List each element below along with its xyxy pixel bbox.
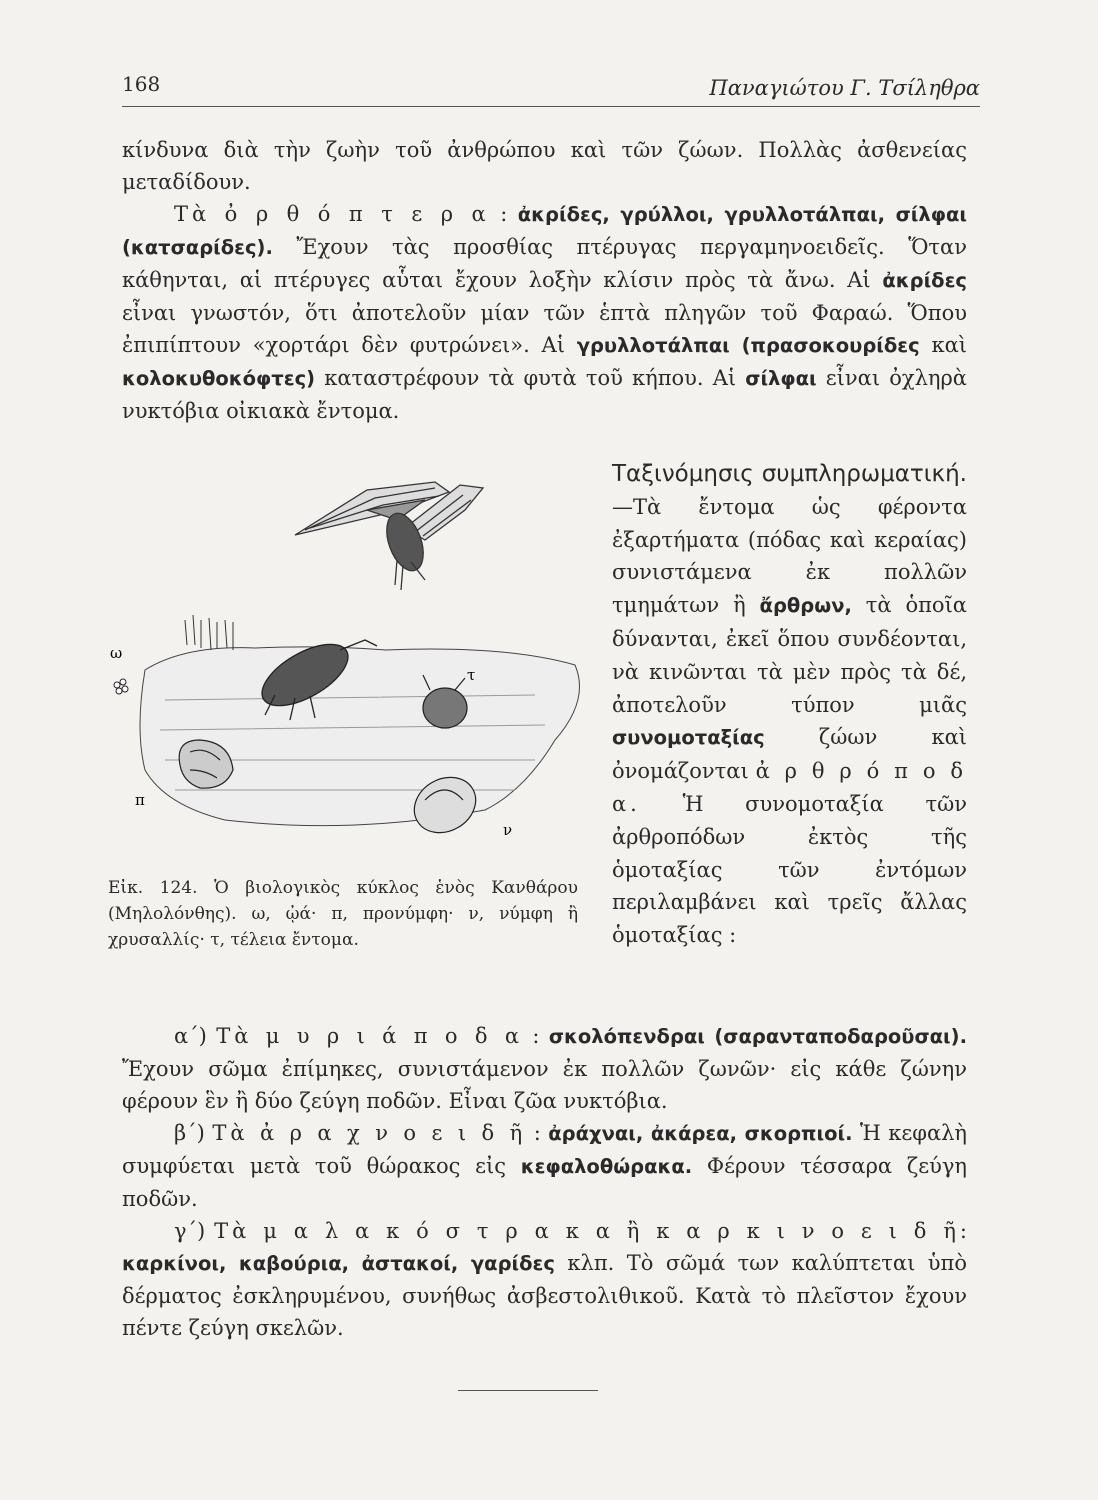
soil-mound — [140, 615, 580, 826]
text-span: ζώων καὶ ὀνομάζονται — [612, 725, 967, 784]
bottom-text — [122, 1020, 967, 1344]
term-arthropoda: ἀ ρ θ ρ ό π ο δ α. — [612, 759, 967, 816]
bold-kolokythokoftes: κολοκυθοκόφτες) — [122, 367, 316, 390]
bold-arachnai: ἀράχναι, ἀκάρεα, σκορπιοί. — [548, 1122, 853, 1145]
text-span: Ἔχουν τὰς προσθίας πτέρυγας περγαμηνοειδεῖς. Ὅταν κάθηνται, αἱ πτέρυγες αὗται ἔχουν λοξὴν κλίσιν πρὸς τὰ ἄνω. Αἱ — [122, 235, 967, 292]
term-arachnoeide: Τὰ ἀ ρ α χ ν ο ε ι δ ῆ — [212, 1121, 527, 1145]
text-span: εἶναι γνωστόν, ὅτι ἀποτελοῦν μίαν τῶν ἑπτὰ πληγῶν τοῦ Φαραώ. Ὅπου ἐπιπίπτουν «χορτάρι δὲν φυτρώνει». Αἱ — [122, 301, 967, 357]
term-myriapoda: Τὰ μ υ ρ ι ά π ο δ α — [216, 1024, 524, 1048]
paragraph-1: κίνδυνα διὰ τὴν ζωὴν τοῦ ἀνθρώπου καὶ τῶν ζώων. Πολλὰς ἀσθενείας μεταδίδουν. — [122, 138, 967, 194]
term-malakostraka: Τὰ μ α λ α κ ό σ τ ρ α κ α ἢ κ α ρ κ ι ν ο ε ι δ ῆ — [214, 1219, 960, 1243]
label-omega: ω — [110, 644, 123, 662]
beetle-life-cycle-illustration — [105, 470, 595, 870]
footer-rule — [458, 1390, 598, 1391]
label-tau: τ — [467, 666, 476, 684]
running-head: Παναγιώτου Γ. Τσίληθρα — [709, 76, 980, 100]
bold-skolopendrai: σκολόπενδραι (σαρανταποδαροῦσαι). — [548, 1025, 967, 1048]
bold-arthron: ἄρθρων, — [759, 594, 852, 618]
text-span: Ἡ κεφαλὴ συμφύεται μετὰ τοῦ θώρακος εἰς — [122, 1121, 968, 1178]
text-span: εἶναι ὀχληρὰ νυκτόβια οἰκιακὰ ἔντομα. — [122, 366, 967, 423]
text-span: κλπ. Τὸ σῶμά των καλύπτεται ὑπὸ δέρματος ἐσκληρυμένου, συνήθως ἀσβεστολιθικοῦ. Κατὰ τὸ πλεῖστον ἔχουν πέντε ζεύγη σκελῶν. — [122, 1251, 967, 1340]
section-heading: Ταξινόμησις συμπληρωματική. — [612, 461, 967, 487]
text-span: Ἔχουν σῶμα ἐπίμηκες, συνιστάμενον ἐκ πολλῶν ζωνῶν· εἰς κάθε ζώνην φέρουν ἓν ἢ δύο ζεύγη ποδῶν. Εἶναι ζῶα νυκτόβια. — [122, 1057, 967, 1113]
paragraph-myriapoda: α΄) Τὰ μ υ ρ ι ά π ο δ α : σκολόπενδραι (σαρανταποδαροῦσαι). Ἔχουν σῶμα ἐπίμηκες, συνιστάμενον ἐκ πολλῶν ζωνῶν· εἰς κάθε ζώνην φέρουν ἓν ἢ δύο ζεύγη ποδῶν. Εἶναι ζῶα νυκτόβια. — [122, 1024, 967, 1113]
text-span: καὶ — [919, 333, 967, 357]
bold-gryllotalpai: γρυλλοτάλπαι (πρασοκουρίδες — [576, 334, 920, 357]
label-nu: ν — [503, 821, 513, 839]
top-text — [122, 134, 967, 427]
text-span: Ἡ συνομοταξία τῶν ἀρθροπόδων ἐκτὸς τῆς ὁμοταξίας τῶν ἐντόμων περιλαμβάνει καὶ τρεῖς ἄλλας ὁμοταξίας : — [612, 791, 967, 948]
figure-124 — [105, 470, 595, 870]
bold-synomotaxias: συνομοταξίας — [612, 726, 765, 750]
eggs-icon — [114, 679, 128, 694]
term-orthoptera: Τὰ ὀ ρ θ ό π τ ε ρ α — [174, 202, 490, 226]
item-number: β΄) — [174, 1121, 205, 1145]
bold-silfai: σίλφαι — [745, 367, 817, 390]
paragraph-orthoptera: Τὰ ὀ ρ θ ό π τ ε ρ α : ἀκρίδες, γρύλλοι, γρυλλοτάλπαι, σίλφαι (κατσαρίδες). Ἔχουν τὰς προσθίας πτέρυγας περγαμηνοειδεῖς. Ὅταν κάθηνται, αἱ πτέρυγες αὗται ἔχουν λοξὴν κλίσιν πρὸς τὰ ἄνω. Αἱ ἀκρίδες εἶναι γνωστόν, ὅτι ἀποτελοῦν μίαν τῶν ἑπτὰ πληγῶν τοῦ Φαραώ. Ὅπου ἐπιπίπτουν «χορτάρι δὲν φυτρώνει». Αἱ γρυλλοτάλπαι (πρασοκουρίδες καὶ κολοκυθοκόφτες) καταστρέφουν τὰ φυτὰ τοῦ κήπου. Αἱ σίλφαι εἶναι ὀχληρὰ νυκτόβια οἰκιακὰ ἔντομα. — [122, 202, 967, 423]
figure-caption: Εἰκ. 124. Ὁ βιολογικὸς κύκλος ἑνὸς Κανθάρου (Μηλολόνθης). ω, ᾠά· π, προνύμφη· ν, νύμφη ἢ χρυσαλλίς· τ, τέλεια ἔντομα. — [108, 878, 578, 950]
bold-karkinoi: καρκίνοι, καβούρια, ἀστακοί, γαρίδες — [122, 1252, 555, 1275]
item-number: γ΄) — [174, 1219, 206, 1243]
bold-orthoptera-list: ἀκρίδες, γρύλλοι, γρυλλοτάλπαι, σίλφαι (κατσαρίδες). — [122, 203, 967, 259]
paragraph-malakostraka: γ΄) Τὰ μ α λ α κ ό σ τ ρ α κ α ἢ κ α ρ κ ι ν ο ε ι δ ῆ: καρκίνοι, καβούρια, ἀστακοί, γαρίδες κλπ. Τὸ σῶμά των καλύπτεται ὑπὸ δέρματος ἐσκληρυμένου, συνήθως ἀσβεστολιθικοῦ. Κατὰ τὸ πλεῖστον ἔχουν πέντε ζεύγη σκελῶν. — [122, 1219, 967, 1340]
text-span: τὰ ὁποῖα δύνανται, ἐκεῖ ὅπου συνδέονται, νὰ κινῶνται τὰ μὲν πρὸς τὰ δέ, ἀποτελοῦν τύπον μιᾶς — [612, 593, 967, 717]
paragraph-arachnoeide: β΄) Τὰ ἀ ρ α χ ν ο ε ι δ ῆ : ἀράχναι, ἀκάρεα, σκορπιοί. Ἡ κεφαλὴ συμφύεται μετὰ τοῦ θώρακος εἰς κεφαλοθώρακα. Φέρουν τέσσαρα ζεύγη ποδῶν. — [122, 1121, 968, 1211]
text-span: Φέρουν τέσσαρα ζεύγη ποδῶν. — [122, 1154, 967, 1211]
text-span: —Τὰ ἔντομα ὡς φέροντα ἐξαρτήματα (πόδας καὶ κεραίας) συνιστάμενα ἐκ πολλῶν τμημάτων ἢ — [612, 494, 967, 618]
right-column-text — [612, 458, 967, 952]
item-number: α΄) — [174, 1024, 207, 1048]
bold-akrides: ἀκρίδες — [882, 269, 967, 292]
label-pi: π — [135, 791, 145, 809]
flying-beetle-icon — [295, 482, 483, 590]
bold-kefalothoraka: κεφαλοθώρακα. — [520, 1155, 693, 1178]
page-number: 168 — [122, 72, 161, 96]
page-header — [122, 72, 980, 107]
text-span: καταστρέφουν τὰ φυτὰ τοῦ κήπου. Αἱ — [315, 366, 746, 390]
